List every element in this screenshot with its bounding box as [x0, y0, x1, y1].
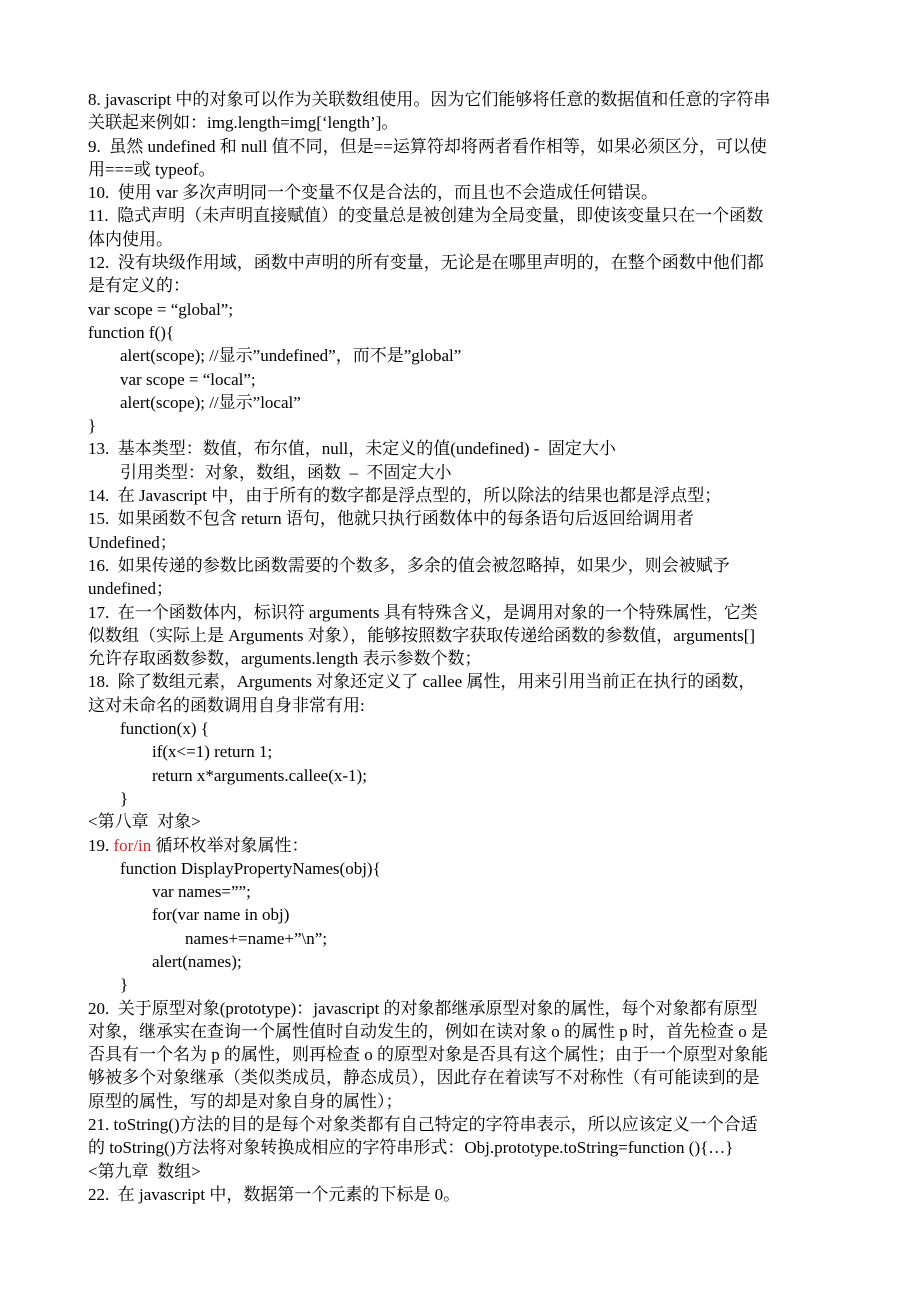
code-line: function f(){ — [88, 322, 175, 342]
code-line: alert(scope); //显示”local” — [120, 392, 301, 412]
text-line: 允许存取函数参数，arguments.length 表示参数个数； — [88, 649, 482, 669]
text-line: 13. 基本类型：数值，布尔值，null，未定义的值(undefined) - 固定大小 — [88, 439, 616, 459]
code-line: alert(scope); //显示”undefined”，而不是”global” — [120, 346, 462, 366]
line-rest: 循环枚举对象属性： — [151, 835, 309, 855]
text-line: 12. 没有块级作用域，函数中声明的所有变量，无论是在哪里声明的，在整个函数中他们都 — [88, 253, 764, 273]
text-line: 21. toString()方法的目的是每个对象类都有自己特定的字符串表示，所以应该定义一个合适 — [88, 1115, 758, 1135]
document-body — [88, 88, 833, 1206]
highlight-keyword: for/in — [113, 835, 152, 855]
text-line: 关联起来例如：img.length=img[‘length’]。 — [88, 113, 399, 133]
code-line: function(x) { — [120, 719, 209, 739]
text-line: 用===或 typeof。 — [88, 159, 216, 179]
text-line: undefined； — [88, 579, 173, 599]
code-line: names+=name+”\n”; — [185, 928, 328, 948]
text-line: 17. 在一个函数体内，标识符 arguments 具有特殊含义，是调用对象的一个特殊属性，它类 — [88, 602, 758, 622]
text-line: 似数组（实际上是 Arguments 对象），能够按照数字获取传递给函数的参数值，arguments[] — [88, 625, 756, 645]
text-line: 10. 使用 var 多次声明同一个变量不仅是合法的，而且也不会造成任何错误。 — [88, 183, 658, 203]
code-line: var scope = “global”; — [88, 299, 234, 319]
text-line: 16. 如果传递的参数比函数需要的个数多，多余的值会被忽略掉，如果少，则会被赋予 — [88, 555, 730, 575]
text-line: 的 toString()方法将对象转换成相应的字符串形式：Obj.prototype.toString=function (){…} — [88, 1138, 734, 1158]
text-line: 这对未命名的函数调用自身非常有用: — [88, 695, 365, 715]
text-line: 体内使用。 — [88, 229, 173, 249]
text-line: 够被多个对象继承（类似类成员，静态成员），因此存在着读写不对称性（有可能读到的是 — [88, 1068, 760, 1088]
text-line: 对象，继承实在查询一个属性值时自动发生的，例如在读对象 o 的属性 p 时，首先检查 o 是 — [88, 1021, 768, 1041]
chapter-heading: <第八章 对象> — [88, 812, 201, 832]
code-line: } — [120, 788, 129, 808]
text-line: 15. 如果函数不包含 return 语句，他就只执行函数体中的每条语句后返回给调用者 — [88, 509, 694, 529]
text-line: 否具有一个名为 p 的属性，则再检查 o 的原型对象是否具有这个属性；由于一个原型对象能 — [88, 1045, 768, 1065]
code-line: return x*arguments.callee(x-1); — [152, 765, 367, 785]
code-line: function DisplayPropertyNames(obj){ — [120, 858, 381, 878]
code-line: } — [88, 416, 97, 436]
text-line: 22. 在 javascript 中，数据第一个元素的下标是 0。 — [88, 1184, 461, 1204]
text-line: 11. 隐式声明（未声明直接赋值）的变量总是被创建为全局变量，即使该变量只在一个函数 — [88, 206, 764, 226]
code-line: var names=””; — [152, 882, 251, 902]
code-line: var scope = “local”; — [120, 369, 256, 389]
text-line: 18. 除了数组元素，Arguments 对象还定义了 callee 属性，用来引用当前正在执行的函数， — [88, 672, 756, 692]
text-line — [88, 834, 833, 857]
text-line: 是有定义的： — [88, 276, 190, 296]
text-line: 引用类型：对象，数组，函数 – 不固定大小 — [120, 462, 452, 482]
text-line: 20. 关于原型对象(prototype)：javascript 的对象都继承原型对象的属性，每个对象都有原型 — [88, 998, 758, 1018]
text-line: 9. 虽然 undefined 和 null 值不同，但是==运算符却将两者看作相等，如果必须区分，可以使 — [88, 136, 767, 156]
code-line: } — [120, 975, 129, 995]
text-line: 14. 在 Javascript 中，由于所有的数字都是浮点型的，所以除法的结果也都是浮点型； — [88, 486, 722, 506]
code-line: if(x<=1) return 1; — [152, 742, 273, 762]
code-line: alert(names); — [152, 951, 242, 971]
code-line: for(var name in obj) — [152, 905, 290, 925]
item-number: 19. — [88, 835, 114, 855]
text-line: 8. javascript 中的对象可以作为关联数组使用。因为它们能够将任意的数据值和任意的字符串 — [88, 90, 771, 109]
text-line: Undefined； — [88, 532, 177, 552]
chapter-heading: <第九章 数组> — [88, 1161, 201, 1181]
text-line: 原型的属性，写的却是对象自身的属性）； — [88, 1091, 403, 1111]
